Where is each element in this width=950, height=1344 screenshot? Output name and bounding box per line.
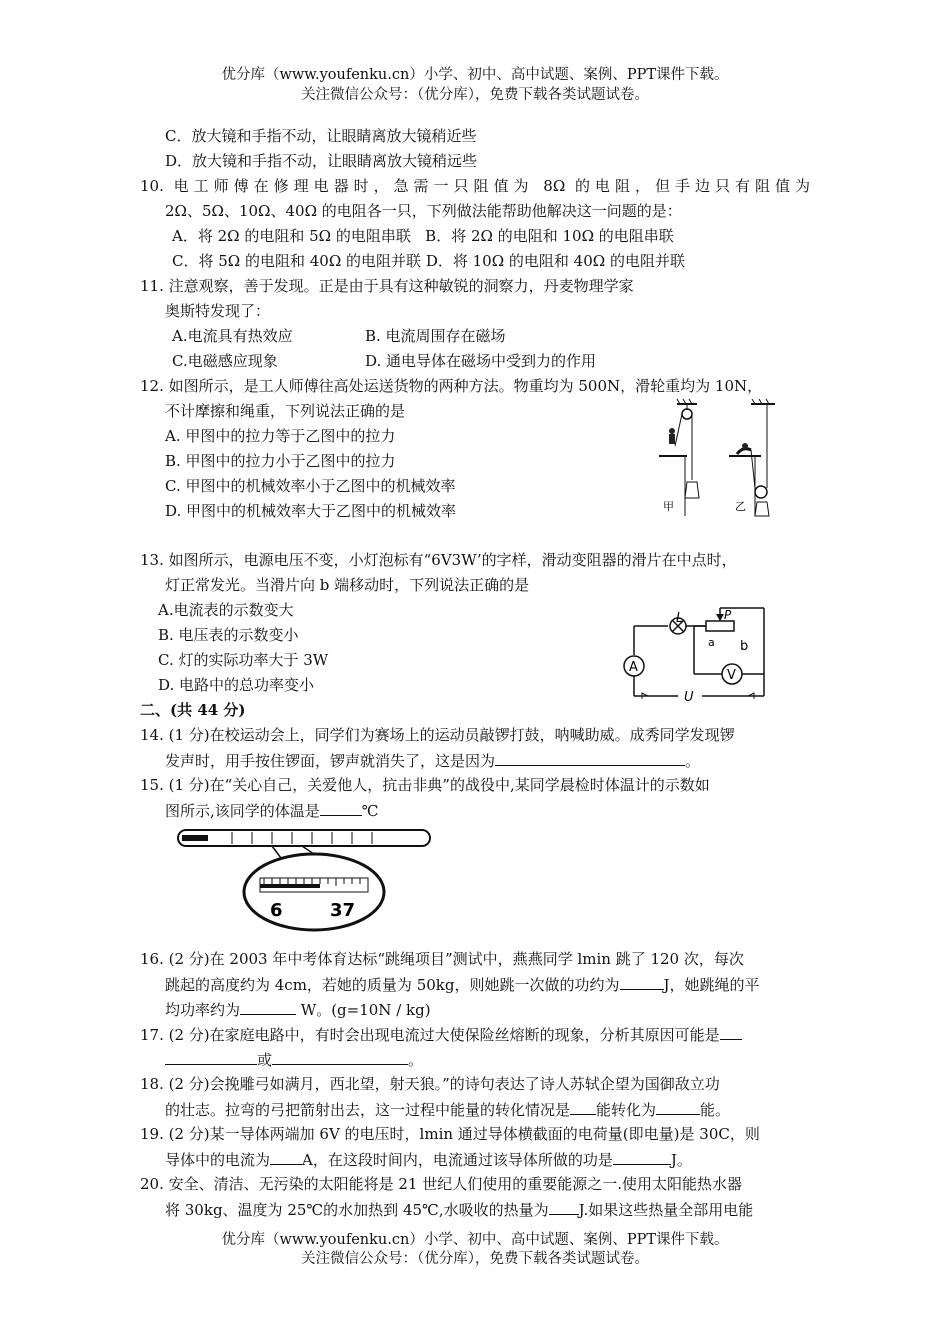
q14-answer-blank[interactable]	[495, 750, 685, 766]
q11-option-a: A.电流具有热效应	[172, 327, 293, 345]
q10-options-ab: A．将 2Ω 的电阻和 5Ω 的电阻串联 B．将 2Ω 的电阻和 10Ω 的电阻串联	[172, 227, 674, 245]
q13-stem-line-2: 灯正常发光。当滑片向 b 端移动时，下列说法正确的是	[165, 576, 530, 594]
q17-line-1: 17. (2 分)在家庭电路中，有时会出现电流过大使保险丝熔断的现象，分析其原因可能是	[140, 1024, 742, 1045]
ammeter-label: A	[629, 660, 638, 675]
q10-options-cd: C．将 5Ω 的电阻和 40Ω 的电阻并联 D．将 10Ω 的电阻和 40Ω 的电阻并联	[172, 252, 685, 270]
q16-line-1: 16. (2 分)在 2003 年中考体育达标“跳绳项目”测试中，燕燕同学 lmin 跳了 120 次，每次	[140, 950, 744, 968]
q11-option-c: C.电磁感应现象	[172, 352, 278, 370]
q13-option-c: C. 灯的实际功率大于 3W	[158, 651, 329, 669]
q12-stem-line-1: 12. 如图所示，是工人师傅往高处运送货物的两种方法。物重均为 500N，滑轮重均为 10N，	[140, 377, 763, 395]
q19-work-blank[interactable]	[613, 1149, 671, 1165]
q18-blank-1[interactable]	[570, 1099, 596, 1115]
q13-option-b: B. 电压表的示数变小	[158, 626, 299, 644]
scale-label-6: 6	[270, 900, 283, 921]
q14-line-1: 14. (1 分)在校运动会上，同学们为赛场上的运动员敲锣打鼓，呐喊助威。成秀同学发现锣	[140, 726, 735, 744]
q12-stem-line-2: 不计摩擦和绳重，下列说法正确的是	[165, 402, 406, 420]
q9-option-c: C．放大镜和手指不动，让眼睛离放大镜稍近些	[165, 127, 477, 145]
pulley-figure	[655, 398, 785, 520]
q19-line-2: 导体中的电流为 A，在这段时间内，电流通过该导体所做的功是 J。	[165, 1151, 692, 1169]
slider-label: P	[724, 608, 732, 622]
q11-stem-line-2: 奥斯特发现了：	[165, 302, 271, 320]
lamp-label: L	[676, 611, 684, 626]
q20-line-1: 20. 安全、清洁、无污染的太阳能将是 21 世纪人们使用的重要能源之一.使用太阳能热水器	[140, 1175, 743, 1193]
q15-answer-blank[interactable]	[320, 800, 362, 816]
q13-option-d: D. 电路中的总功率变小	[158, 676, 315, 694]
header-line-1: 优分库（www.youfenku.cn）小学、初中、高中试题、案例、PPT课件下载。	[221, 67, 729, 83]
q9-option-d: D．放大镜和手指不动，让眼睛离放大镜稍远些	[165, 152, 478, 170]
header-line-2: 关注微信公众号：（优分库），免费下载各类试题试卷。	[301, 87, 649, 103]
q13-stem-line-1: 13. 如图所示，电源电压不变，小灯泡标有“6V3W’的字样，滑动变阻器的滑片在中点时，	[140, 551, 737, 569]
q15-line-2: 图所示,该同学的体温是 ℃	[165, 802, 379, 820]
q19-current-blank[interactable]	[270, 1149, 302, 1165]
q14-line-2: 发声时，用手按住锣面，锣声就消失了，这是因为 。	[165, 752, 701, 770]
q12-option-b: B. 甲图中的拉力小于乙图中的拉力	[165, 452, 396, 470]
q20-line-2: 将 30kg、温度为 25℃的水加热到 45℃,水吸收的热量为 J.如果这些热量全部用电能	[165, 1201, 754, 1219]
q11-stem-line-1: 11. 注意观察，善于发现。正是由于具有这种敏锐的洞察力，丹麦物理学家	[140, 277, 634, 295]
section-2-title: 二、(共 44 分)	[140, 701, 246, 719]
end-b-label: b	[740, 639, 749, 654]
q16-line-2: 跳起的高度约为 4cm，若她的质量为 50kg，则她跳一次做的功约为 J，她跳绳的平	[165, 976, 760, 994]
q10-stem-line-2: 2Ω、5Ω、10Ω、40Ω 的电阻各一只，下列做法能帮助他解决这一问题的是：	[165, 202, 682, 220]
q18-line-2: 的壮志。拉弯的弓把箭射出去，这一过程中能量的转化情况是 能转化为 能。	[165, 1101, 731, 1119]
q12-option-c: C. 甲图中的机械效率小于乙图中的机械效率	[165, 477, 456, 495]
end-a-label: a	[708, 636, 715, 649]
q19-line-1: 19. (2 分)某一导体两端加 6V 的电压时，lmin 通过导体横截面的电荷量(即电量)是 30C，则	[140, 1125, 760, 1143]
q10-stem-line-1: 10. 电工师傅在修理电器时，急需一只阻值为 8Ω 的电阻，但手边只有阻值为	[140, 177, 810, 195]
circuit-diagram	[618, 600, 773, 710]
q17-line-2: 或 。	[165, 1049, 423, 1070]
q15-line-1: 15. (1 分)在“关心自己，关爱他人，抗击非典”的战役中,某同学晨检时体温计的示数如	[140, 776, 710, 794]
q16-line-3: 均功率约为 W。(g=10N / kg)	[165, 1001, 431, 1019]
footer-line-2: 关注微信公众号：（优分库），免费下载各类试题试卷。	[301, 1251, 649, 1267]
q13-option-a: A.电流表的示数变大	[158, 601, 294, 619]
fig-label-jia: 甲	[663, 500, 674, 513]
footer-line-1: 优分库（www.youfenku.cn）小学、初中、高中试题、案例、PPT课件下载。	[221, 1232, 729, 1248]
q17-blank-1-end[interactable]	[165, 1049, 257, 1065]
q18-blank-2[interactable]	[656, 1099, 700, 1115]
thermometer-figure	[172, 824, 437, 936]
q16-power-blank[interactable]	[240, 999, 296, 1015]
q16-work-blank[interactable]	[620, 974, 664, 990]
q18-line-1: 18. (2 分)会挽雕弓如满月，西北望，射天狼。”的诗句表达了诗人苏轼企望为国御敌立功	[140, 1075, 720, 1093]
q11-option-b: B. 电流周围存在磁场	[365, 327, 506, 345]
q17-blank-2[interactable]	[272, 1049, 408, 1065]
q12-option-a: A. 甲图中的拉力等于乙图中的拉力	[165, 427, 396, 445]
fig-label-yi: 乙	[735, 500, 746, 513]
scale-label-37: 37	[330, 900, 356, 921]
voltmeter-label: V	[727, 668, 736, 683]
q11-option-d: D. 通电导体在磁场中受到力的作用	[365, 352, 597, 370]
q20-heat-blank[interactable]	[549, 1199, 579, 1215]
q12-option-d: D. 甲图中的机械效率大于乙图中的机械效率	[165, 502, 457, 520]
source-label: U	[684, 690, 694, 705]
q17-blank-1-start[interactable]	[720, 1024, 742, 1040]
